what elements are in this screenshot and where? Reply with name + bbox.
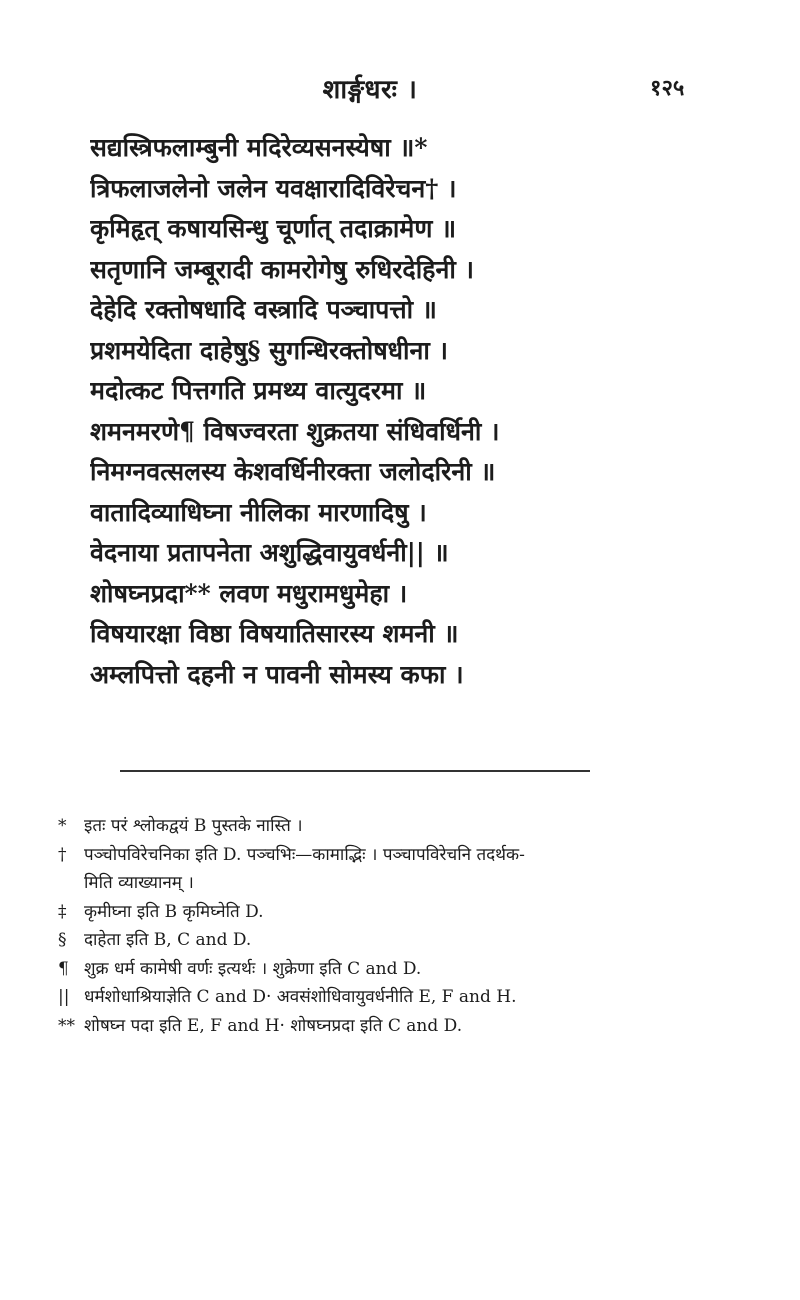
verse-line: शोषघ्नप्रदा** लवण मधुरामधुमेहा ।: [90, 578, 408, 608]
footnote-mark: §: [58, 930, 67, 950]
page-header: [0, 70, 800, 110]
footnote-mark: ‡: [58, 901, 67, 922]
footnote-text: पञ्चोपविरेचनिका इति D. पञ्चभिः—कामाद्भिः । पञ्चापविरेचनि तदर्थक-: [84, 844, 525, 865]
verse-line: वातादिव्याधिघ्ना नीलिका मारणादिषु ।: [90, 497, 427, 527]
footnote-continuation: [58, 869, 758, 898]
verse-line: त्रिफलाजलेनो जलेन यवक्षारादिविरेचन† ।: [90, 173, 457, 203]
verse-line: कृमिहृत् कषायसिन्धु चूर्णात् तदाक्रामेण ॥: [90, 214, 457, 243]
footnote: [58, 955, 758, 984]
footnote: [58, 898, 758, 927]
verse-line: मदोत्कट पित्तगति प्रमथ्य वात्युदरमा ॥: [90, 376, 427, 405]
footnote-mark: ¶: [58, 958, 69, 979]
verse-line: वेदनाया प्रतापनेता अशुद्धिवायुवर्धनी|| ॥: [90, 538, 449, 567]
footnote: [58, 812, 758, 841]
verse-block: [90, 128, 730, 695]
verse-line: विषयारक्षा विष्ठा विषयातिसारस्य शमनी ॥: [90, 619, 459, 648]
footnote: [58, 926, 758, 955]
footnote-text: मिति व्याख्यानम् ।: [84, 873, 194, 893]
footnote-text: इतः परं श्लोकद्वयं B पुस्तके नास्ति ।: [84, 816, 303, 836]
footnote-mark: †: [58, 844, 67, 865]
footnote-text: शुक्र धर्म कामेषी वर्णः इत्यर्थः । शुक्रेणा इति C and D.: [84, 958, 422, 979]
footnote-text: धर्मशोधाश्रियाज्ञेति C and D· अवसंशोधिवायुवर्धनीति E, F and H.: [84, 987, 517, 1007]
footnote: [58, 983, 758, 1012]
footnote-mark: *: [58, 816, 67, 836]
page-number: १२५: [650, 75, 685, 101]
verse-line: सतृणानि जम्बूरादी कामरोगेषु रुधिरदेहिनी ।: [90, 254, 474, 284]
footnote-mark: ||: [58, 987, 70, 1007]
footnote: [58, 841, 758, 870]
footnote-text: कृमीघ्ना इति B कृमिघ्नेति D.: [84, 901, 264, 922]
verse-line: प्रशमयेदिता दाहेषु§ सुगन्धिरक्तोषधीना ।: [90, 335, 449, 365]
footnote-mark: **: [58, 1015, 75, 1036]
verse-line: निमग्नवत्सलस्य केशवर्धिनीरक्ता जलोदरिनी ॥: [90, 457, 496, 486]
verse-line: सद्यस्त्रिफलाम्बुनी मदिरेव्यसनस्येषा ॥*: [90, 133, 428, 162]
verse-line: शमनमरणे¶ विषज्वरता शुक्रतया संधिवर्धिनी ।: [90, 416, 500, 446]
verse-line: अम्लपित्तो दहनी न पावनी सोमस्य कफा ।: [90, 659, 464, 689]
footnote: [58, 1012, 758, 1041]
running-title: शार्ङ्गधरः ।: [322, 75, 418, 105]
verse-line: देहेदि रक्तोषधादि वस्त्रादि पञ्चापत्तो ॥: [90, 295, 437, 324]
footnote-text: शोषघ्न पदा इति E, F and H· शोषघ्नप्रदा इति C and D.: [84, 1015, 463, 1036]
footnotes: [58, 812, 758, 1040]
footnote-divider: [120, 770, 590, 772]
footnote-text: दाहेता इति B, C and D.: [84, 930, 252, 950]
